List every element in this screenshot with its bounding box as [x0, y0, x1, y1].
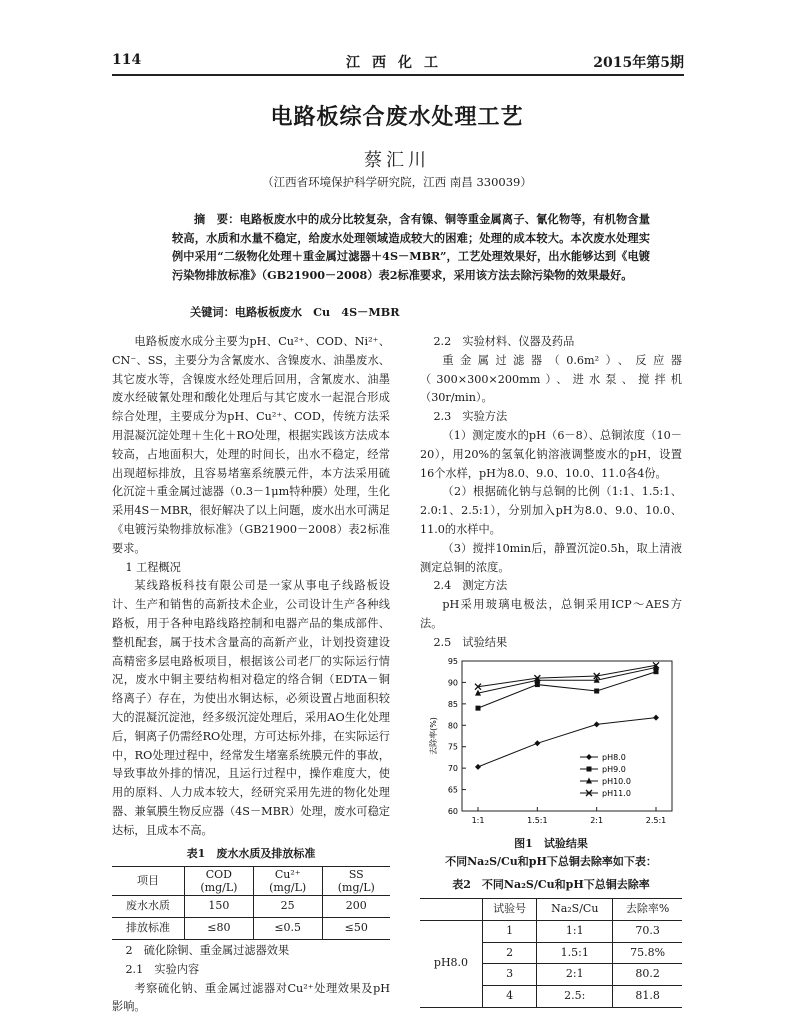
table2-header-group [420, 898, 483, 920]
y-tick-label: 75 [447, 742, 458, 752]
abstract-label: 摘 要： [194, 212, 240, 226]
section-2-1-text: 考察硫化钠、重金属过滤器对Cu²⁺处理效果及pH影响。 [112, 981, 390, 1014]
data-point [654, 669, 659, 674]
table2-header-trial: 试验号 [483, 898, 537, 920]
table1-header-cod: COD (mg/L) [185, 867, 254, 896]
table-cell: 75.8% [630, 945, 666, 959]
keywords [190, 304, 400, 320]
table1-header-cu: Cu²⁺ (mg/L) [253, 867, 322, 896]
section-2-4-heading: 2.4 测定方法 [433, 579, 508, 593]
method-item-2: （2）根据硫化钠与总铜的比例（1:1、1.5:1、2.0:1、2.5:1），分别加入pH为8.0、9.0、10.0、11.0的水样中。 [420, 485, 682, 536]
table-cell: ≤80 [185, 918, 254, 940]
abstract [172, 210, 650, 284]
section-2-heading: 2 硫化除铜、重金属过滤器效果 [125, 943, 290, 957]
data-point [594, 721, 600, 727]
table2 [420, 898, 682, 1008]
keywords-text: 电路板板废水 Cu 4S－MBR [234, 305, 400, 319]
x-tick-label: 2.5:1 [645, 815, 667, 825]
journal-name: 江西化工 [346, 55, 450, 71]
table-cell: 2.5: [537, 986, 613, 1008]
figure-note: 不同Na₂S/Cu和pH下总铜去除率如下表： [445, 855, 657, 869]
legend-label: pH11.0 [602, 788, 631, 798]
legend-marker [587, 766, 592, 771]
table-cell: 排放标准 [112, 918, 185, 940]
section-2-1-heading: 2.1 实验内容 [125, 962, 200, 976]
paper-title: 电路板综合废水处理工艺 [270, 105, 524, 130]
y-tick-label: 90 [447, 677, 458, 687]
y-tick-label: 80 [447, 720, 458, 730]
affiliation: （江西省环境保护科学研究院，江西 南昌 330039） [262, 175, 532, 189]
section-1-text: 某线路板科技有限公司是一家从事电子线路板设计、生产和销售的高新技术企业，公司设计生产各种线路板，用于各种电路线路控制和电器产品的集成部件、整机配套，属于技术含量高的高新产业，计划投资建设高精密多层电路板项目，根据该公司老厂的实际运行情况，废水中铜主要结构相对稳定的络合铜（EDTA－铜络离子）存在，为使出水铜达标，必须设置占地面积较大的混凝沉淀池，经多级沉淀处理后，采用AO生化处理后，铜离子仍需经RO处理，方可达标外排，在实际运行中，RO处理过程中，经常发生堵塞系统膜元件的事故，导致事故外排的情况，且运行过程中，操作难度大，使用的原料、人力成本较大，经研究采用先进的物化处理器、兼氧膜生物反应器（4S－MBR）处理，废水可稳定达标，且成本不高。 [112, 579, 390, 837]
table2-header-ratio: Na₂S/Cu [537, 898, 613, 920]
y-tick-label: 70 [447, 763, 458, 773]
table-cell: ≤0.5 [253, 918, 322, 940]
series-line-ph110 [478, 665, 656, 686]
data-point [535, 682, 540, 687]
chart-svg [422, 653, 684, 833]
section-2-4-text: pH采用玻璃电极法，总铜采用ICP～AES方法。 [420, 598, 682, 630]
table2-group-cell: pH8.0 [420, 920, 483, 1007]
section-2-2-heading: 2.2 实验材料、仪器及药品 [433, 335, 575, 348]
intro-paragraph: 电路板废水成分主要为pH、Cu²⁺、COD、Ni²⁺、CN⁻、SS，主要分为含氰废水、含镍废水、油墨废水、其它废水等，含镍废水经处理后回用，含氰废水、油墨废水经破氰处理和酸化处理后与其它废水一起混合形成综合处理，主要成分为pH、Cu²⁺、COD，传统方法采用混凝沉淀处理＋生化＋RO处理，根据实践该方法成本较高，占地面积大，处理的时间长，出水不稳定，经常出现超标排放，且容易堵塞系统膜元件，本方法采用硫化沉淀＋重金属过滤器（0.3－1μm特种膜）处理，生化采用4S－MBR，很好解决了以上问题，废水出水可满足《电镀污染物排放标准》（GB21900－2008）表2标准要求。 [112, 335, 390, 555]
table-cell: 3 [483, 964, 537, 986]
table1 [112, 866, 390, 940]
table-cell: 200 [345, 899, 367, 913]
section-2-3-heading: 2.3 实验方法 [433, 410, 508, 424]
section-2-2-text: 重金属过滤器（0.6m²）、反应器（300×300×200mm）、进水泵、搅拌机（30r/min）。 [420, 353, 682, 405]
table-row [112, 896, 390, 918]
table-cell: 80.2 [635, 967, 660, 981]
left-column [112, 333, 390, 1017]
x-tick-label: 1.5:1 [527, 815, 548, 825]
right-column [420, 333, 682, 1008]
method-item-1: （1）测定废水的pH（6－8）、总铜浓度（10－20），用20%的氢氧化钠溶液调整废水的pH，设置16个水样，pH为8.0、9.0、10.0、11.0各4份。 [420, 428, 682, 480]
x-tick-label: 2:1 [590, 815, 604, 825]
legend-marker [586, 754, 592, 760]
table-row [420, 920, 682, 942]
running-header [112, 50, 684, 76]
legend-label: pH9.0 [602, 764, 626, 774]
author-name: 蔡汇川 [364, 150, 430, 171]
table-cell: 81.8 [635, 989, 660, 1003]
table-cell: 4 [483, 986, 537, 1008]
series-line-ph80 [478, 717, 656, 766]
y-tick-label: 65 [447, 785, 458, 795]
table-cell: 2 [483, 942, 537, 964]
table-cell: ≤50 [344, 921, 368, 935]
keywords-label: 关键词： [190, 305, 235, 319]
table-cell: 1 [483, 920, 537, 942]
table1-caption: 表1 废水水质及排放标准 [186, 846, 316, 860]
section-1-heading: 1 工程概况 [125, 560, 181, 574]
table1-header-item: 项目 [112, 867, 185, 896]
section-2-5-heading: 2.5 试验结果 [433, 635, 508, 649]
plot-frame [462, 661, 672, 811]
y-tick-label: 95 [447, 656, 458, 666]
y-tick-label: 85 [447, 699, 458, 709]
abstract-text: 电路板废水中的成分比较复杂，含有镍、铜等重金属离子、氰化物等，有机物含量较高，水质和水量不稳定，给废水处理领域造成较大的困难；处理的成本较大。本次废水处理实例中采用“二级物化处理＋重金属过滤器＋4S－MBR”，工艺处理效果好，出水能够达到《电镀污染物排放标准》（GB21900－2008）表2标准要求，采用该方法去除污染物的效果最好。 [172, 212, 650, 282]
table2-caption: 表2 不同Na₂S/Cu和pH下总铜去除率 [452, 878, 650, 892]
y-tick-label: 60 [447, 806, 458, 816]
data-point [653, 714, 659, 720]
table-cell: 1:1 [537, 920, 613, 942]
data-point [476, 705, 481, 710]
results-chart [422, 653, 684, 833]
table-cell: 1.5:1 [537, 942, 613, 964]
table-cell: 150 [185, 896, 254, 918]
x-tick-label: 1:1 [471, 815, 485, 825]
data-point [475, 763, 481, 769]
issue-label: 2015年第5期 [593, 55, 684, 71]
legend-label: pH8.0 [602, 752, 626, 762]
table1-header-ss: SS (mg/L) [337, 868, 375, 895]
figure-caption: 图1 试验结果 [514, 836, 588, 850]
table-row [112, 918, 390, 940]
table-cell: 25 [253, 896, 322, 918]
table-cell: 70.3 [635, 923, 660, 937]
method-item-3: （3）搅拌10min后，静置沉淀0.5h，取上清液测定总铜的浓度。 [420, 541, 682, 574]
legend-label: pH10.0 [602, 776, 631, 786]
table2-header-rate: 去除率% [625, 901, 670, 915]
data-point [594, 688, 599, 693]
y-axis-label: 去除率(%) [429, 716, 438, 755]
table-cell: 2:1 [537, 964, 613, 986]
table-cell: 废水水质 [112, 896, 185, 918]
page-number: 114 [112, 52, 142, 68]
data-point [534, 740, 540, 746]
